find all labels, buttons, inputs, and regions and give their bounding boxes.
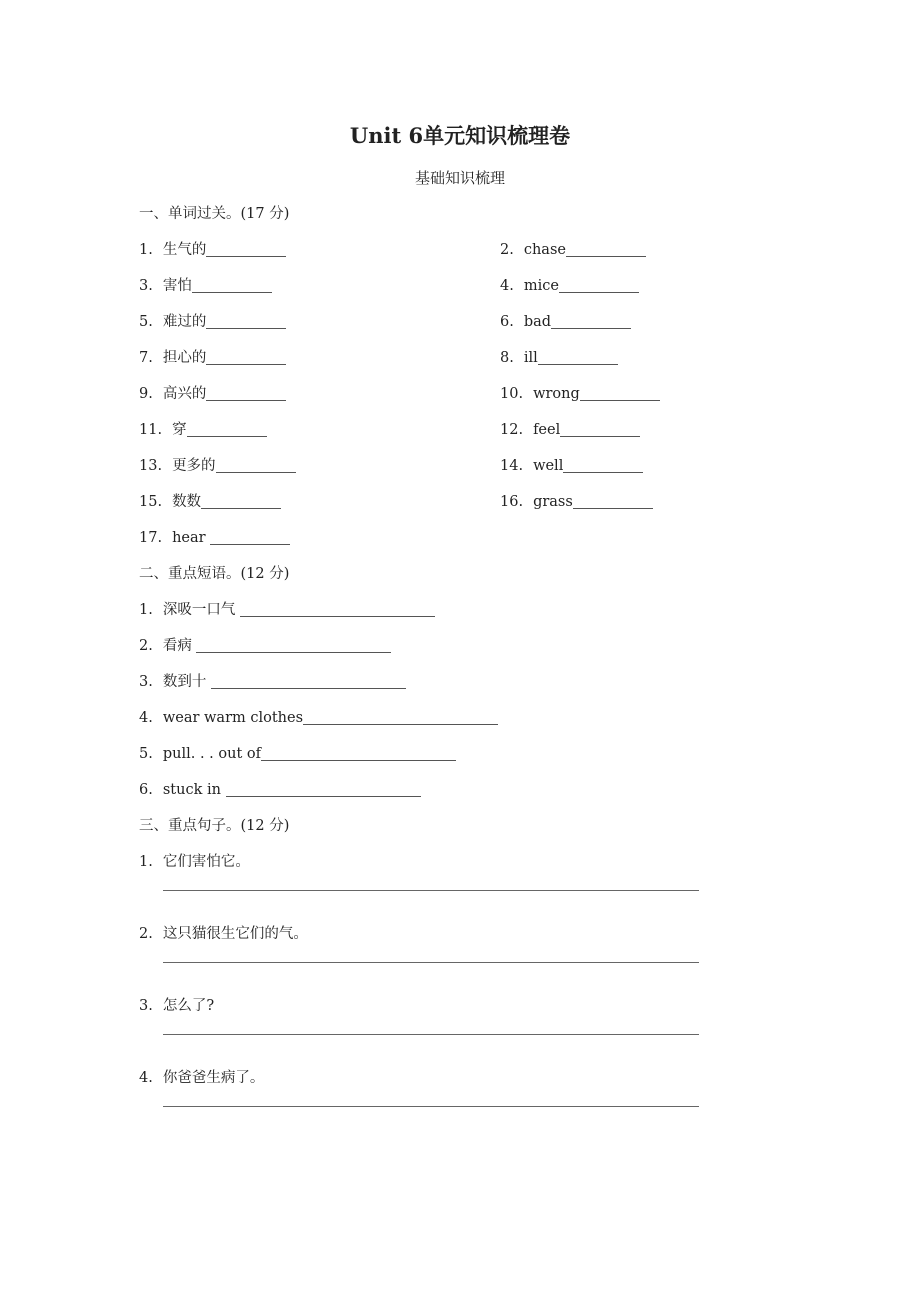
answer-blank[interactable] bbox=[573, 507, 653, 509]
answer-blank[interactable] bbox=[196, 651, 391, 653]
item-number: 3. bbox=[139, 674, 153, 690]
sentence-item bbox=[139, 916, 739, 988]
section-heading: 二、重点短语。(12 分) bbox=[139, 566, 290, 582]
answer-blank[interactable] bbox=[206, 255, 286, 257]
answer-blank[interactable] bbox=[240, 615, 435, 617]
item-number: 1. bbox=[139, 242, 153, 258]
item-number: 14. bbox=[500, 458, 524, 474]
item-prompt: 深吸一口气 bbox=[162, 602, 236, 618]
item-number: 5. bbox=[139, 746, 153, 762]
item-prompt: 担心的 bbox=[162, 350, 207, 366]
vocab-item bbox=[139, 304, 286, 340]
item-prompt: 难过的 bbox=[162, 314, 207, 330]
item-number: 11. bbox=[139, 422, 163, 438]
phrase-item bbox=[139, 592, 739, 628]
word-row bbox=[139, 304, 739, 340]
answer-blank[interactable] bbox=[261, 759, 456, 761]
item-number: 2. bbox=[500, 242, 514, 258]
word-row bbox=[139, 340, 739, 376]
item-prompt: 怎么了? bbox=[162, 998, 215, 1014]
answer-line[interactable] bbox=[163, 962, 699, 963]
answer-blank[interactable] bbox=[303, 723, 498, 725]
word-row bbox=[139, 268, 739, 304]
answer-blank[interactable] bbox=[580, 399, 660, 401]
item-prompt: wear warm clothes bbox=[162, 710, 304, 726]
item-number: 3. bbox=[139, 998, 153, 1014]
vocab-item bbox=[500, 268, 639, 304]
item-prompt: 它们害怕它。 bbox=[162, 854, 250, 870]
item-prompt: 数到十 bbox=[162, 674, 207, 690]
phrase-item bbox=[139, 700, 739, 736]
sentence-prompt bbox=[139, 844, 739, 880]
vocab-item bbox=[500, 412, 640, 448]
item-number: 10. bbox=[500, 386, 524, 402]
answer-blank[interactable] bbox=[559, 291, 639, 293]
answer-blank[interactable] bbox=[206, 327, 286, 329]
item-prompt: 害怕 bbox=[162, 278, 192, 294]
item-number: 7. bbox=[139, 350, 153, 366]
item-prompt: 数数 bbox=[172, 494, 202, 510]
vocab-item bbox=[139, 376, 286, 412]
section-heading: 三、重点句子。(12 分) bbox=[139, 818, 290, 834]
vocab-item bbox=[500, 376, 660, 412]
item-number: 6. bbox=[500, 314, 514, 330]
vocab-item bbox=[500, 304, 631, 340]
item-prompt: 你爸爸生病了。 bbox=[162, 1070, 265, 1086]
vocab-item bbox=[139, 268, 272, 304]
sentence-prompt bbox=[139, 916, 739, 952]
item-number: 9. bbox=[139, 386, 153, 402]
sentence-item bbox=[139, 988, 739, 1060]
answer-blank[interactable] bbox=[192, 291, 272, 293]
phrase-item bbox=[139, 736, 739, 772]
item-prompt: ill bbox=[523, 350, 538, 366]
item-number: 1. bbox=[139, 854, 153, 870]
vocab-item bbox=[139, 232, 286, 268]
word-row bbox=[139, 376, 739, 412]
item-prompt: bad bbox=[523, 314, 552, 330]
item-number: 4. bbox=[500, 278, 514, 294]
item-prompt: 高兴的 bbox=[162, 386, 207, 402]
item-number: 8. bbox=[500, 350, 514, 366]
vocab-item bbox=[139, 520, 290, 556]
vocab-item bbox=[139, 412, 267, 448]
answer-blank[interactable] bbox=[566, 255, 646, 257]
answer-line[interactable] bbox=[163, 890, 699, 891]
item-number: 3. bbox=[139, 278, 153, 294]
worksheet bbox=[139, 196, 739, 1132]
answer-blank[interactable] bbox=[226, 795, 421, 797]
sentence-prompt bbox=[139, 1060, 739, 1096]
sentence-prompt bbox=[139, 988, 739, 1024]
item-number: 17. bbox=[139, 530, 163, 546]
vocab-item bbox=[500, 340, 618, 376]
answer-line[interactable] bbox=[163, 1034, 699, 1035]
vocab-item bbox=[500, 484, 653, 520]
sentence-item bbox=[139, 1060, 739, 1132]
item-prompt: 这只猫很生它们的气。 bbox=[162, 926, 308, 942]
item-prompt: pull. . . out of bbox=[162, 746, 261, 762]
sentence-item bbox=[139, 844, 739, 916]
item-prompt: 更多的 bbox=[172, 458, 216, 474]
answer-blank[interactable] bbox=[216, 471, 296, 473]
answer-blank[interactable] bbox=[206, 363, 286, 365]
answer-blank[interactable] bbox=[551, 327, 631, 329]
word-row bbox=[139, 484, 739, 520]
item-number: 16. bbox=[500, 494, 524, 510]
item-number: 12. bbox=[500, 422, 524, 438]
item-number: 4. bbox=[139, 1070, 153, 1086]
answer-blank[interactable] bbox=[206, 399, 286, 401]
word-row bbox=[139, 232, 739, 268]
item-number: 6. bbox=[139, 782, 153, 798]
vocab-item bbox=[500, 232, 646, 268]
answer-blank[interactable] bbox=[560, 435, 640, 437]
word-row bbox=[139, 448, 739, 484]
answer-blank[interactable] bbox=[538, 363, 618, 365]
item-prompt: well bbox=[533, 458, 564, 474]
section-heading: 一、单词过关。(17 分) bbox=[139, 206, 290, 222]
item-prompt: feel bbox=[533, 422, 561, 438]
answer-blank[interactable] bbox=[201, 507, 281, 509]
answer-blank[interactable] bbox=[211, 687, 406, 689]
phrase-item bbox=[139, 772, 739, 808]
item-prompt: grass bbox=[533, 494, 573, 510]
page-title: Unit 6单元知识梳理卷 bbox=[349, 123, 571, 148]
vocab-item bbox=[500, 448, 643, 484]
item-prompt: stuck in bbox=[162, 782, 221, 798]
item-number: 13. bbox=[139, 458, 163, 474]
item-prompt: 穿 bbox=[172, 422, 187, 438]
vocab-item bbox=[139, 448, 296, 484]
item-number: 2. bbox=[139, 638, 153, 654]
phrase-item bbox=[139, 628, 739, 664]
item-prompt: mice bbox=[523, 278, 559, 294]
item-prompt: 看病 bbox=[162, 638, 192, 654]
vocab-item bbox=[139, 340, 286, 376]
item-number: 2. bbox=[139, 926, 153, 942]
answer-blank[interactable] bbox=[187, 435, 267, 437]
page-subtitle: 基础知识梳理 bbox=[414, 169, 505, 187]
item-prompt: wrong bbox=[533, 386, 580, 402]
item-number: 4. bbox=[139, 710, 153, 726]
answer-blank[interactable] bbox=[210, 543, 290, 545]
phrase-item bbox=[139, 664, 739, 700]
item-number: 5. bbox=[139, 314, 153, 330]
word-row bbox=[139, 520, 739, 556]
item-prompt: chase bbox=[523, 242, 566, 258]
item-number: 1. bbox=[139, 602, 153, 618]
answer-line[interactable] bbox=[163, 1106, 699, 1107]
item-prompt: hear bbox=[172, 530, 206, 546]
word-row bbox=[139, 412, 739, 448]
answer-blank[interactable] bbox=[563, 471, 643, 473]
item-number: 15. bbox=[139, 494, 163, 510]
item-prompt: 生气的 bbox=[162, 242, 207, 258]
vocab-item bbox=[139, 484, 281, 520]
